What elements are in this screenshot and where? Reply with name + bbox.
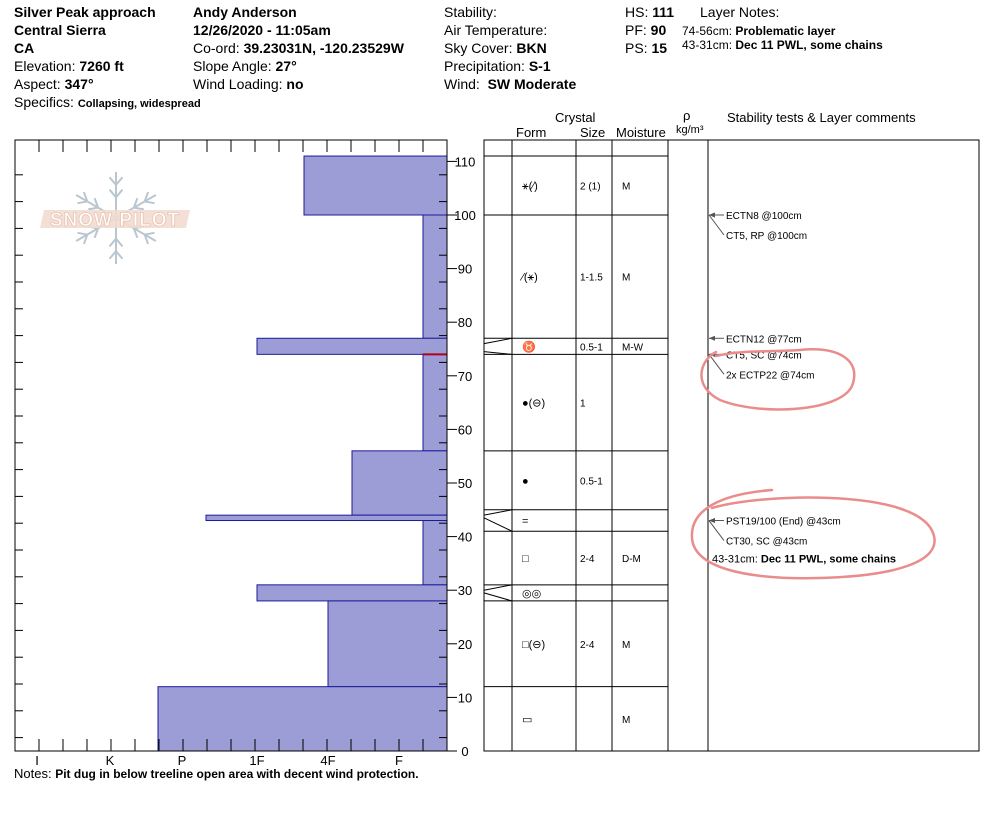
height-tick-label: 60 [457, 422, 473, 438]
hardness-axis [35, 753, 403, 768]
hardness-layer-bar [423, 521, 447, 585]
stability-test-label: CT5, RP @100cm [726, 231, 808, 242]
layer-moisture: M [622, 714, 631, 726]
stability-comments-heading: Stability tests & Layer comments [727, 110, 916, 125]
hardness-tick-label: I [35, 753, 39, 768]
height-tick-label: 110 [454, 154, 476, 170]
hs-label: HS: [625, 4, 649, 20]
specifics-value: Collapsing, widespread [77, 98, 201, 110]
crystal-form: ◎◎ [522, 587, 542, 600]
coord-value: 39.23031N, -120.23529W [243, 40, 404, 56]
crystal-form: = [522, 515, 529, 528]
notes-text: Pit dug in below treeline open area with decent wind protection. [55, 767, 419, 781]
stability-tests [709, 211, 896, 566]
wind-label: Wind: [444, 76, 480, 92]
density-unit-heading: kg/m³ [676, 124, 704, 136]
aspect-label: Aspect: [14, 76, 61, 92]
height-axis [447, 154, 476, 759]
crystal-form: ▭ [522, 713, 533, 726]
air-temp-label: Air Temperature: [444, 22, 548, 38]
stability-test-label: CT5, SC @74cm [726, 350, 802, 362]
specifics-label: Specifics: [14, 94, 74, 110]
snowpilot-logo [40, 172, 190, 264]
sky-label: Sky Cover: [444, 40, 513, 56]
layer-moisture: D-M [622, 554, 641, 566]
wind-loading-label: Wind Loading: [193, 76, 283, 92]
stability-test-label: CT30, SC @43cm [726, 536, 808, 548]
hardness-layer-bar [257, 585, 447, 601]
hardness-tick-label: 4F [320, 753, 336, 768]
pit-range: Central Sierra [14, 22, 106, 38]
hardness-profile [158, 156, 447, 751]
pf-value: 90 [650, 22, 667, 38]
elevation-label: Elevation: [14, 58, 76, 74]
ps-value: 15 [651, 40, 668, 56]
layer-connector-slope [484, 585, 512, 590]
stability-label: Stability: [444, 4, 497, 20]
height-tick-label: 0 [461, 744, 469, 759]
crystal-form: ●(⊖) [522, 397, 546, 410]
pit-location: Silver Peak approach [14, 4, 156, 20]
crystal-form: ● [522, 475, 529, 488]
height-tick-label: 70 [457, 368, 473, 384]
crystal-form: ♉ [522, 341, 536, 354]
layer-note-2-range: 43-31cm: [682, 38, 733, 52]
crystal-size: 1-1.5 [580, 272, 603, 284]
precip-label: Precipitation: [444, 58, 525, 74]
layer-note-1-range: 74-56cm: [682, 24, 733, 38]
height-tick-label: 50 [457, 476, 473, 491]
coord-label: Co-ord: [193, 40, 240, 56]
hardness-tick-label: F [395, 753, 403, 768]
elevation-value: 7260 ft [79, 58, 124, 74]
stability-test-leader [709, 215, 724, 235]
layer-notes-label: Layer Notes: [700, 4, 780, 20]
sky-value: BKN [516, 40, 547, 56]
ps-label: PS: [625, 40, 648, 56]
crystal-size: 2-4 [580, 639, 595, 651]
layer-moisture: M-W [622, 342, 644, 354]
hardness-layer-bar [257, 338, 447, 354]
layer-moisture: M [622, 181, 631, 193]
height-tick-label: 30 [457, 583, 473, 599]
crystal-size: 1 [580, 398, 586, 410]
hardness-layer-bar [352, 451, 447, 515]
layer-connector-slope [484, 510, 512, 515]
crystal-form: □(⊖) [522, 638, 546, 651]
layer-note-1-text: Problematic layer [735, 24, 836, 38]
stability-test-label: ECTN12 @77cm [726, 334, 802, 346]
form-heading: Form [516, 125, 547, 140]
stability-test-leader [709, 354, 724, 374]
hardness-layer-bar [423, 354, 447, 450]
stability-test-label: ECTN8 @100cm [726, 211, 802, 222]
layer-comment [712, 554, 896, 566]
layer-comment-text: Dec 11 PWL, some chains [760, 553, 897, 566]
hardness-tick-label: P [177, 753, 187, 768]
pit-state: CA [14, 40, 35, 56]
moisture-heading: Moisture [616, 125, 666, 140]
crystal-form: ⁄(⚹) [522, 271, 538, 284]
wind-value: SW Moderate [487, 76, 577, 92]
hardness-tick-label: K [105, 753, 115, 768]
height-tick-label: 10 [457, 690, 473, 706]
stability-test-label: 2x ECTP22 @74cm [726, 370, 815, 382]
wind-loading-value: no [286, 76, 304, 92]
observer-name: Andy Anderson [193, 4, 297, 20]
stability-test-arrow [709, 336, 715, 341]
aspect-value: 347° [64, 76, 94, 92]
slope-label: Slope Angle: [193, 58, 272, 74]
stability-test-leader [709, 521, 724, 541]
crystal-size: 2 (1) [580, 181, 601, 193]
crystal-form: ⚹(⁄) [522, 180, 538, 193]
crystal-size: 2-4 [580, 554, 595, 566]
layer-connector-slope [484, 518, 512, 531]
hs-value: 111 [652, 4, 675, 20]
layer-connector-slope [484, 593, 512, 601]
observation-datetime: 12/26/2020 - 11:05am [193, 22, 331, 38]
hardness-layer-bar [328, 601, 447, 687]
pf-label: PF: [625, 22, 647, 38]
precip-value: S-1 [528, 58, 551, 74]
layer-note-2-text: Dec 11 PWL, some chains [735, 38, 883, 52]
crystal-size: 0.5-1 [580, 476, 603, 488]
layer-connector-slope [484, 338, 512, 343]
snowpilot-logo-text: SNOW PILOT [49, 210, 181, 231]
layer-moisture: M [622, 639, 631, 651]
slope-value: 27° [275, 58, 297, 74]
crystal-heading: Crystal [555, 110, 596, 125]
height-tick-label: 90 [457, 261, 473, 277]
layer-moisture: M [622, 272, 631, 284]
height-tick-label: 80 [457, 315, 473, 331]
height-tick-label: 20 [457, 636, 473, 652]
size-heading: Size [580, 125, 606, 140]
rho-heading: ρ [683, 108, 691, 123]
height-tick-label: 40 [457, 529, 473, 545]
crystal-size: 0.5-1 [580, 342, 603, 354]
hardness-layer-bar [304, 156, 447, 215]
layer-comment-range: 43-31cm: [712, 553, 761, 566]
notes-label: Notes: [14, 766, 52, 781]
hardness-tick-label: 1F [249, 753, 265, 768]
hardness-layer-bar [423, 215, 447, 338]
hardness-layer-bar [206, 515, 447, 520]
stability-test-label: PST19/100 (End) @43cm [726, 516, 841, 528]
crystal-form: □ [522, 553, 529, 566]
height-tick-label: 100 [454, 208, 476, 223]
